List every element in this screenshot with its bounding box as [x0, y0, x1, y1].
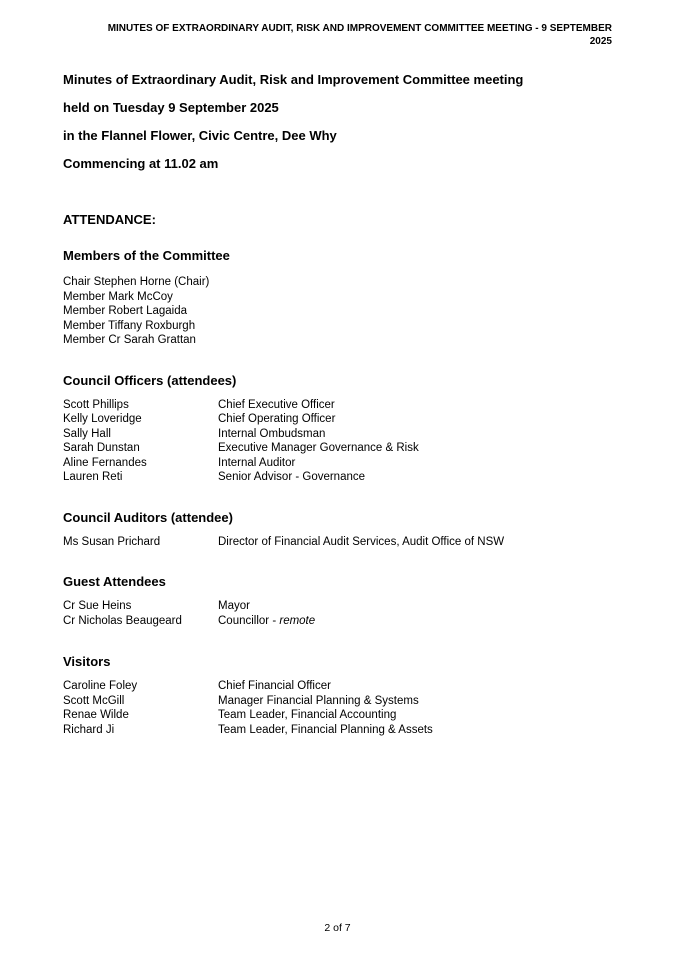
list-item: Member Mark McCoy [63, 290, 173, 303]
title-line-1: Minutes of Extraordinary Audit, Risk and Improvement Committee meeting [63, 72, 524, 87]
table-row [63, 614, 612, 629]
table-row [63, 708, 612, 723]
table-row [63, 456, 612, 471]
attendee-role: Team Leader, Financial Accounting [218, 709, 397, 721]
section-council-officers [63, 373, 612, 485]
table-row [63, 427, 612, 442]
attendee-name: Scott Phillips [63, 398, 129, 411]
attendee-name: Lauren Reti [63, 471, 123, 483]
table-row [63, 535, 612, 550]
page-number: 2 of 7 [324, 922, 351, 934]
table-row [63, 599, 612, 614]
council-auditors-heading: Council Auditors (attendee) [63, 509, 233, 525]
table-row [63, 441, 612, 456]
attendee-role: Chief Executive Officer [218, 398, 335, 411]
attendee-name: Scott McGill [63, 694, 125, 707]
table-row [63, 398, 612, 413]
list-item: Chair Stephen Horne (Chair) [63, 276, 210, 288]
attendee-role: Internal Auditor [218, 456, 296, 469]
attendance-heading: ATTENDANCE: [63, 212, 156, 227]
list-item: Member Cr Sarah Grattan [63, 334, 196, 346]
title-line-4: Commencing at 11.02 am [63, 156, 219, 171]
guest-attendees-list [63, 599, 612, 628]
table-row [63, 679, 612, 694]
council-officers-list [63, 398, 612, 485]
document-header-line-1: MINUTES OF EXTRAORDINARY AUDIT, RISK AND IMPROVEMENT COMMITTEE MEETING - 9 SEPTEMBER [107, 23, 612, 34]
attendee-name: Caroline Foley [63, 680, 138, 692]
attendee-role: Director of Financial Audit Services, Audit Office of NSW [218, 535, 505, 548]
attendee-name: Ms Susan Prichard [63, 535, 161, 548]
attendee-role: Internal Ombudsman [218, 427, 326, 440]
attendee-name: Sally Hall [63, 427, 111, 440]
members-heading: Members of the Committee [63, 248, 230, 263]
list-item: Member Robert Lagaida [63, 305, 188, 317]
attendee-role: Chief Operating Officer [218, 413, 336, 425]
attendee-role: Councillor - remote [218, 614, 316, 627]
attendee-name: Cr Nicholas Beaugeard [63, 614, 182, 627]
visitors-list [63, 679, 612, 737]
attendee-role: Team Leader, Financial Planning & Assets [218, 723, 433, 736]
guest-attendees-heading: Guest Attendees [63, 574, 166, 589]
section-visitors [63, 654, 612, 737]
document-header [63, 22, 612, 48]
table-row [63, 723, 612, 738]
council-officers-heading: Council Officers (attendees) [63, 372, 237, 388]
attendee-name: Aline Fernandes [63, 456, 147, 469]
attendee-name: Renae Wilde [63, 709, 129, 721]
title-line-3: in the Flannel Flower, Civic Centre, Dee Why [63, 128, 337, 143]
section-members [63, 248, 612, 348]
document-title [63, 66, 612, 178]
list-item: Member Tiffany Roxburgh [63, 319, 196, 332]
document-header-line-2: 2025 [589, 36, 612, 47]
members-list [63, 275, 612, 348]
visitors-heading: Visitors [63, 654, 111, 669]
attendee-name: Kelly Loveridge [63, 413, 142, 425]
table-row [63, 470, 612, 485]
table-row [63, 694, 612, 709]
attendee-role: Senior Advisor - Governance [218, 471, 366, 483]
section-council-auditors [63, 510, 612, 550]
attendee-role: Mayor [218, 600, 250, 612]
attendee-role: Chief Financial Officer [218, 680, 331, 692]
table-row [63, 412, 612, 427]
attendee-name: Cr Sue Heins [63, 600, 132, 612]
attendee-name: Richard Ji [63, 723, 115, 736]
attendee-name: Sarah Dunstan [63, 442, 140, 454]
attendee-role: Manager Financial Planning & Systems [218, 694, 419, 707]
attendee-role: Executive Manager Governance & Risk [218, 442, 419, 454]
section-guest-attendees [63, 574, 612, 628]
title-line-2: held on Tuesday 9 September 2025 [63, 100, 279, 115]
council-auditors-list [63, 535, 612, 550]
